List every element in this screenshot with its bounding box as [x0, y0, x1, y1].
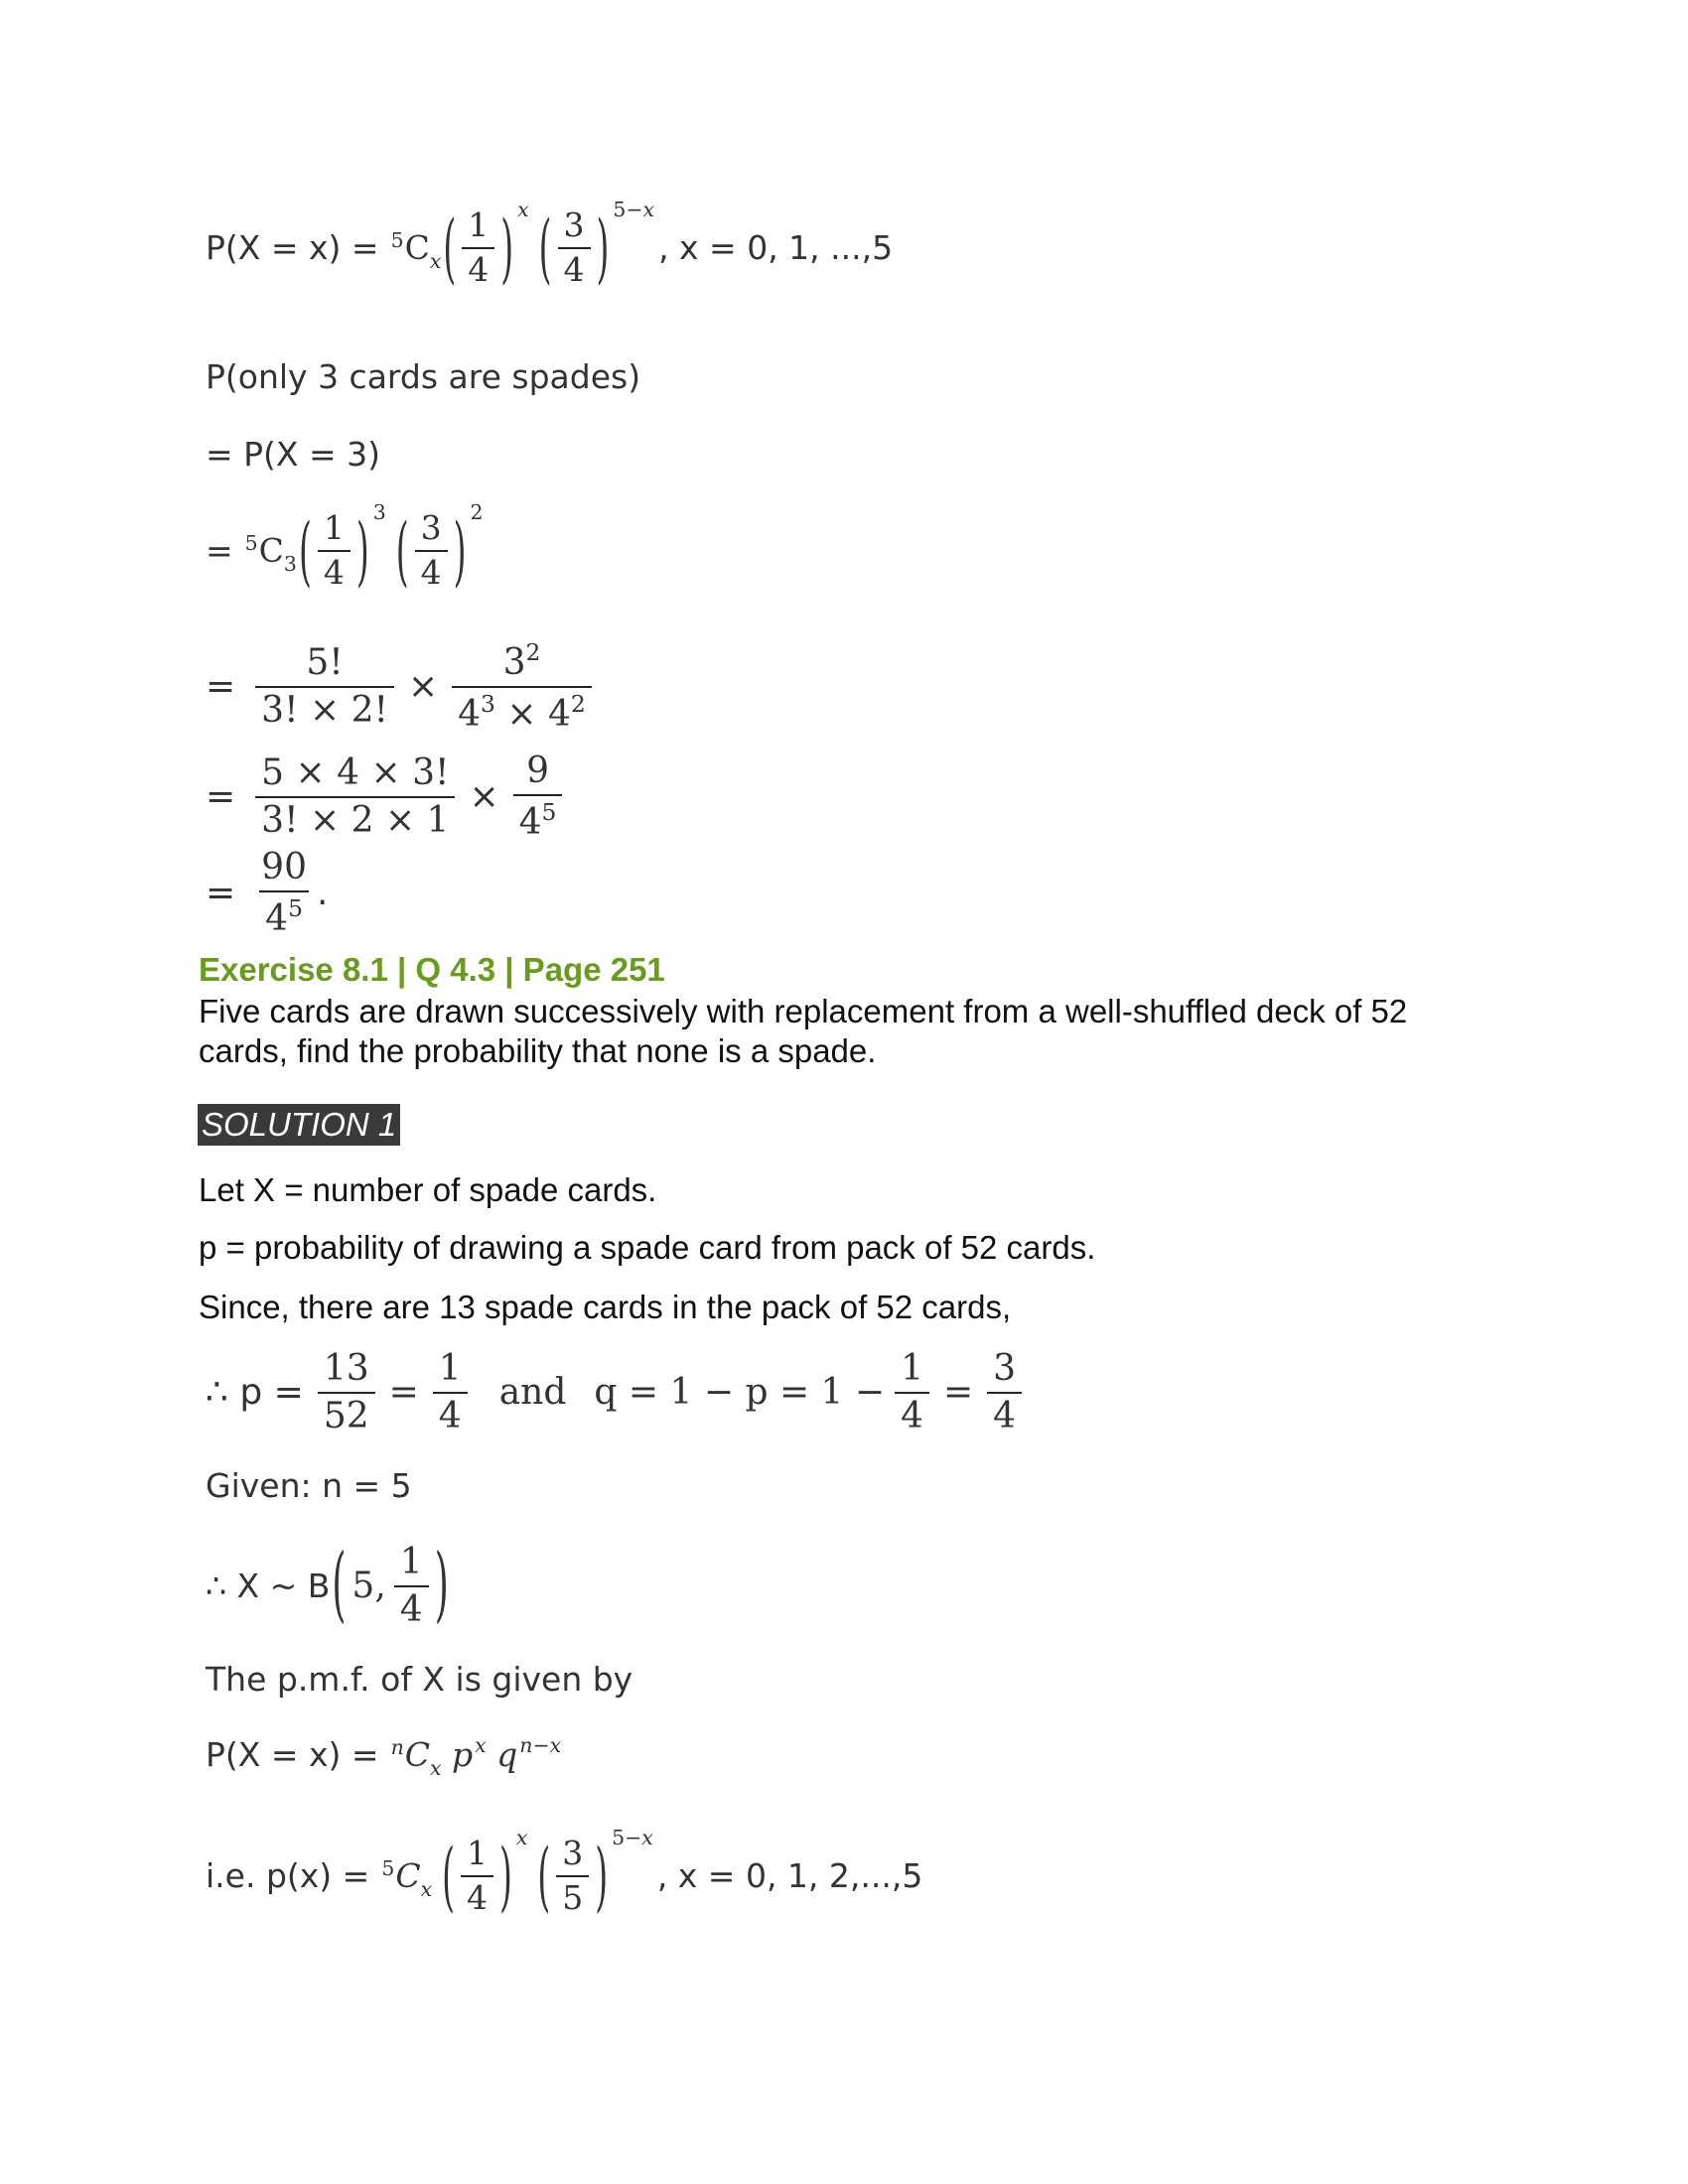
step-factorials: = $\frac{5!}{3! \times 2!}$ × $\frac{3^2}{4^3 \times 4^2}$	[206, 640, 596, 734]
step-final: = $\frac{90}{4^5}$ .	[206, 847, 329, 939]
solution-line-1: Let X = number of spade cards.	[199, 1171, 657, 1208]
step-expanded: = $\frac{5 \times 4 \times 3!}{3! \times 2 \times 1}$ × $\frac{9}{4^5}$	[206, 752, 566, 842]
pmf-general-equation: P(X = x) = $^nC_x$ $p^x$ $q^{n-x}$	[206, 1732, 562, 1781]
solution-line-3: Since, there are 13 spade cards in the pack of 52 cards,	[199, 1289, 1012, 1325]
p-q-equation: ∴ p = $\frac{13}{52}$ = $\frac{1}{4}$ and q = 1 − p = 1 − $\frac{1}{4}$ = $\frac{3}{4}$	[206, 1350, 1026, 1435]
pmf-equation-prev: P(X = x) = $^5C_x$ ( $\frac{1}{4}$ ) x ( $\frac{3}{4}$ ) 5−x , x = 0, 1, ...,5	[206, 197, 894, 293]
solution-line-2: p = probability of drawing a spade card from pack of 52 cards.	[199, 1229, 1096, 1266]
exercise-heading: Exercise 8.1 | Q 4.3 | Page 251	[199, 951, 665, 988]
step-combination: = $^5C_3$ ( $\frac{1}{4}$ ) 3 ( $\frac{3}{4}$ ) 2	[206, 499, 484, 596]
only-three-spades-label: P(only 3 cards are spades)	[206, 357, 641, 396]
step-equals-p3: = P(X = 3)	[206, 435, 381, 474]
pmf-specific-equation: i.e. p(x) = $^5C_x$ ( $\frac{1}{4}$ ) x ( $\frac{3}{5}$ ) 5−x , x = 0, 1, 2,...,5	[206, 1825, 923, 1921]
fraction-one-quarter: $\frac{1}{4}$	[462, 208, 494, 287]
distribution-statement: ∴ X ~ B ( 5, $\frac{1}{4}$ )	[206, 1538, 449, 1632]
question-line-1: Five cards are drawn successively with replacement from a well-shuffled deck of 52	[199, 993, 1408, 1029]
solution-badge: SOLUTION 1	[198, 1104, 400, 1146]
question-line-2: cards, find the probability that none is a spade.	[199, 1032, 877, 1069]
pmf-intro: The p.m.f. of X is given by	[206, 1660, 633, 1699]
given-n: Given: n = 5	[206, 1466, 412, 1505]
pmf-range: , x = 0, 1, ...,5	[658, 228, 894, 268]
combination-term: $^5C_x$	[390, 227, 442, 274]
fraction-three-quarters: $\frac{3}{4}$	[558, 208, 591, 287]
pmf-lhs: P(X = x) =	[206, 228, 379, 268]
